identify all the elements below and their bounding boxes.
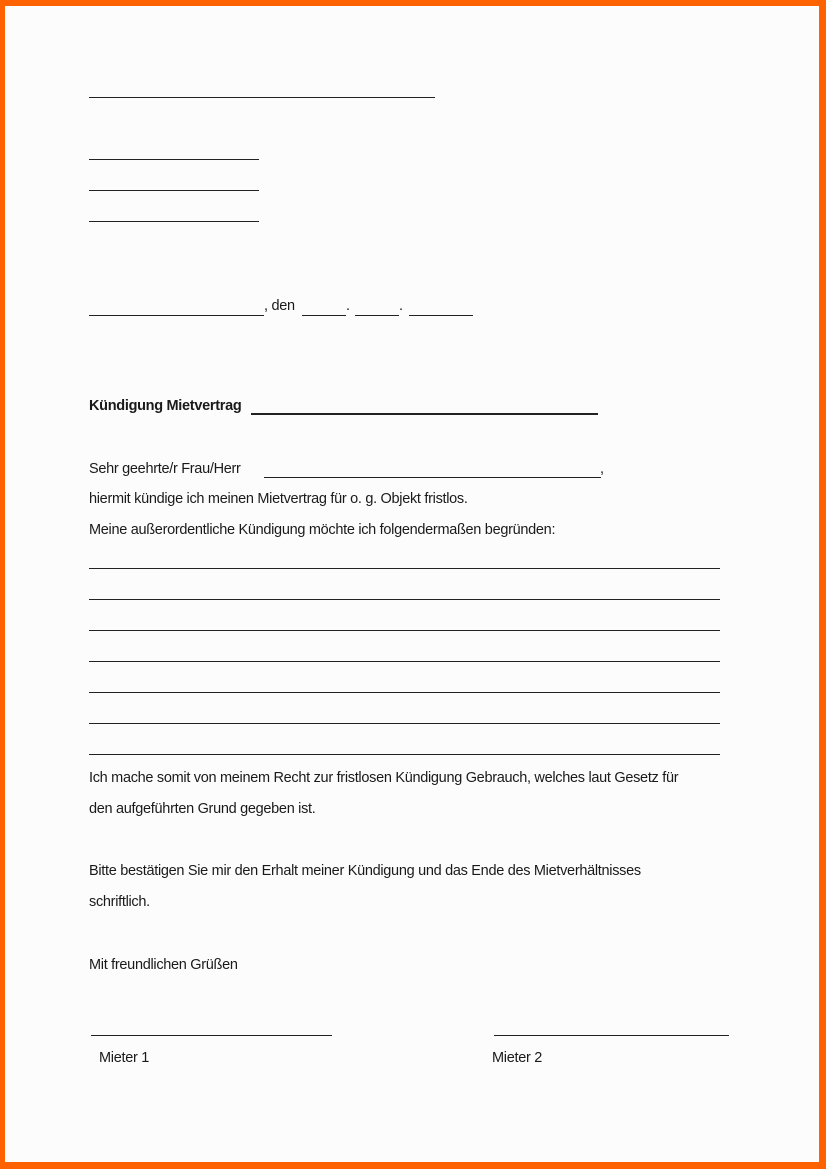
body-line-1: hiermit kündige ich meinen Mietvertrag für o. g. Objekt fristlos.	[89, 491, 468, 507]
subject-label: Kündigung Mietvertrag	[89, 398, 242, 414]
place-blank[interactable]	[89, 315, 264, 316]
reason-blank-5[interactable]	[89, 692, 720, 693]
paragraph-2-line-2: den aufgeführten Grund gegeben ist.	[89, 801, 316, 817]
paragraph-3-line-1: Bitte bestätigen Sie mir den Erhalt meiner Kündigung und das Ende des Mietverhältnisses	[89, 863, 641, 879]
signature-blank-1[interactable]	[91, 1035, 332, 1036]
recipient-blank[interactable]	[264, 477, 601, 478]
paragraph-3-line-2: schriftlich.	[89, 894, 150, 910]
date-month-blank[interactable]	[355, 315, 399, 316]
subject-blank[interactable]	[251, 413, 598, 415]
address-blank-2[interactable]	[89, 190, 259, 191]
reason-blank-1[interactable]	[89, 568, 720, 569]
address-blank-1[interactable]	[89, 159, 259, 160]
salutation-label: Sehr geehrte/r Frau/Herr	[89, 461, 241, 477]
date-separator: , den	[264, 298, 295, 314]
signature-label-1: Mieter 1	[99, 1050, 149, 1066]
signature-blank-2[interactable]	[494, 1035, 729, 1036]
reason-blank-2[interactable]	[89, 599, 720, 600]
signature-label-2: Mieter 2	[492, 1050, 542, 1066]
reason-blank-4[interactable]	[89, 661, 720, 662]
paragraph-2-line-1: Ich mache somit von meinem Recht zur fristlosen Kündigung Gebrauch, welches laut Gesetz für	[89, 770, 679, 786]
body-line-2: Meine außerordentliche Kündigung möchte ich folgendermaßen begründen:	[89, 522, 556, 538]
reason-blank-7[interactable]	[89, 754, 720, 755]
reason-blank-3[interactable]	[89, 630, 720, 631]
address-blank-3[interactable]	[89, 221, 259, 222]
sender-name-blank[interactable]	[89, 97, 435, 98]
closing: Mit freundlichen Grüßen	[89, 957, 238, 973]
document-page	[5, 6, 819, 1162]
date-year-blank[interactable]	[409, 315, 473, 316]
date-dot-1: .	[346, 298, 350, 314]
date-dot-2: .	[399, 298, 403, 314]
salutation-comma: ,	[600, 461, 604, 477]
date-day-blank[interactable]	[302, 315, 346, 316]
reason-blank-6[interactable]	[89, 723, 720, 724]
